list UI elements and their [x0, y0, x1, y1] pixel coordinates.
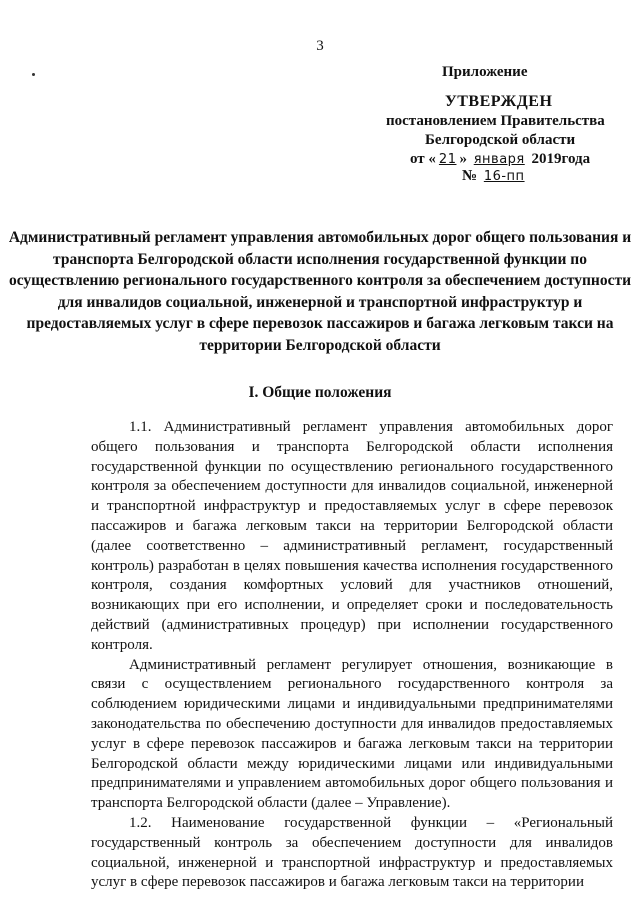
region-line: Белгородской области: [425, 132, 576, 148]
appendix-label: Приложение: [442, 64, 528, 80]
date-mid: »: [459, 151, 467, 167]
date-month: января: [473, 152, 525, 167]
number-prefix: №: [462, 168, 478, 184]
date-day: 21: [438, 152, 457, 167]
decree-number: [462, 166, 528, 187]
document-body: [91, 418, 613, 893]
date-suffix: года: [561, 151, 591, 167]
section-heading: I. Общие положения: [248, 384, 392, 401]
date-prefix: от «: [410, 151, 436, 167]
document-title: Административный регламент управления автомобильных дорог общего пользования и транспорта Белгородской области исполнения государственной функции по осуществлению регионального государственного контроля за обеспечением доступности для инвалидов социальной, инженерной и транспортной инфраструктур и предоставляемых услуг в сфере перевозок пассажиров и багажа легковым такси на территории Белгородской области: [8, 229, 632, 354]
page-number: 3: [316, 38, 324, 54]
paragraph: Административный регламент регулирует отношения, возникающие в связи с осуществлением регионального государственного контроля за соблюдением юридическими лицами и индивидуальными предпринимателями законодательства по обеспечению доступности для инвалидов предоставляемых услуг в сфере перевозок пассажиров и багажа легковым такси на территории Белгородской области между юридическими лицами или индивидуальными предпринимателями и управлением автомобильных дорог общего пользования и транспорта Белгородской области (далее – Управление).: [91, 656, 613, 812]
number-value: 16-пп: [483, 169, 525, 184]
approved-label: УТВЕРЖДЕН: [445, 93, 553, 110]
decree-line: постановлением Правительства: [386, 113, 605, 129]
date-year: 2019: [531, 151, 562, 167]
paragraph: 1.2. Наименование государственной функции – «Региональный государственный контроль за обеспечением доступности для инвалидов социальной, инженерной и транспортной инфраструктур и предоставляемых услуг в сфере перевозок пассажиров и багажа легковым такси на территории: [91, 814, 613, 891]
paragraph: 1.1. Административный регламент управления автомобильных дорог общего пользования и транспорта Белгородской области исполнения государственной функции по осуществлению регионального государственного контроля за обеспечением доступности для инвалидов социальной, инженерной и транспортной инфраструктур и предоставляемых услуг в сфере перевозок пассажиров и багажа легковым такси на территории Белгородской области (далее соответственно – административный регламент, государственный контроль) разработан в целях повышения качества исполнения государственного контроля, создания комфортных условий для участников отношений, возникающих при его исполнении, и определяет сроки и последовательность действий (административных процедур) при исполнении государственного контроля.: [91, 419, 613, 653]
scan-speck: [32, 73, 35, 76]
